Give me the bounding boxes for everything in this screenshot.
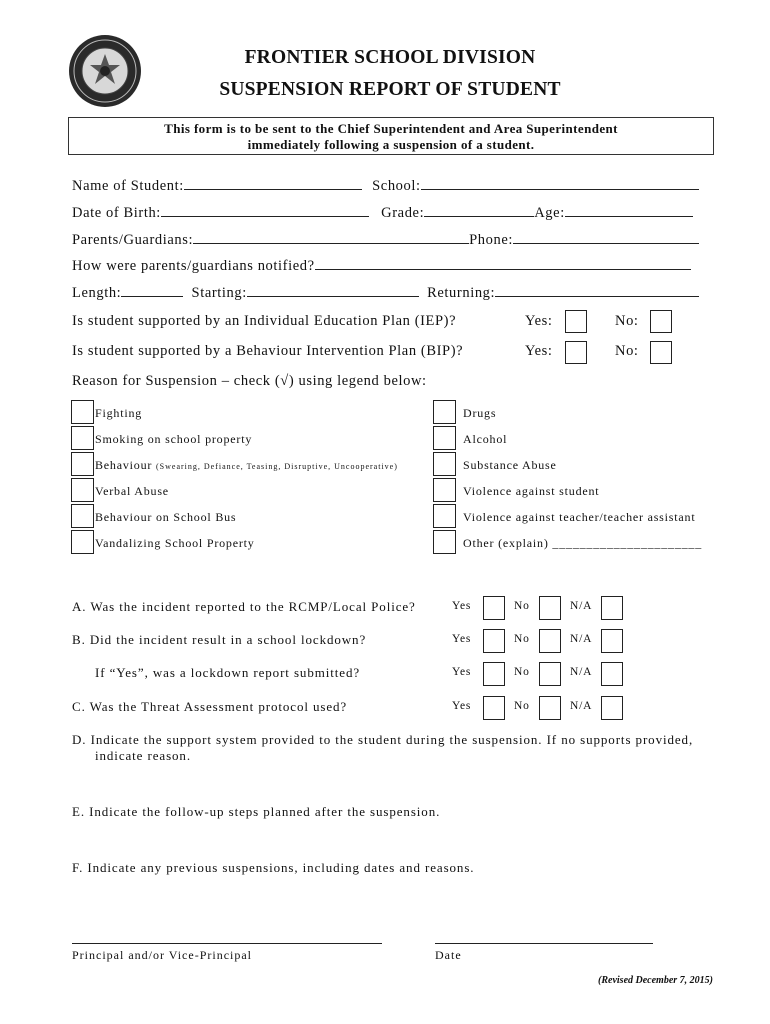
bip-question: Is student supported by a Behaviour Intervention Plan (BIP)? <box>72 343 464 359</box>
behaviour-checkbox[interactable] <box>71 452 94 476</box>
alcohol-checkbox[interactable] <box>433 426 456 450</box>
question-e: E. Indicate the follow-up steps planned after the suspension. <box>72 804 441 819</box>
student-name-row <box>72 176 699 195</box>
question-c-na-checkbox[interactable] <box>601 696 623 720</box>
reason-behaviour-detail: (Swearing, Defiance, Teasing, Disruptive, Uncooperative) <box>156 462 398 471</box>
age-label: Age: <box>534 205 565 221</box>
reason-verbal-abuse: Verbal Abuse <box>95 484 169 498</box>
question-b-yes-checkbox[interactable] <box>483 629 505 653</box>
bip-yes-checkbox[interactable] <box>565 341 587 364</box>
principal-signature-line[interactable] <box>72 943 382 944</box>
question-c: C. Was the Threat Assessment protocol used? <box>72 699 348 714</box>
bip-yes-label: Yes: <box>525 343 553 359</box>
question-b-sub-na-label: N/A <box>570 666 593 678</box>
verbal-abuse-checkbox[interactable] <box>71 478 94 502</box>
iep-question: Is student supported by an Individual Education Plan (IEP)? <box>72 313 457 329</box>
date-signature-line[interactable] <box>435 943 653 944</box>
starting-field[interactable] <box>247 283 419 297</box>
question-b-sub: If “Yes”, was a lockdown report submitted? <box>95 665 361 680</box>
name-label: Name of Student: <box>72 178 184 194</box>
question-d-line-1: D. Indicate the support system provided to the student during the suspension. If no supports provided, <box>72 732 694 747</box>
question-b-no-label: No <box>514 633 530 645</box>
length-label: Length: <box>72 285 122 301</box>
question-b-sub-na-checkbox[interactable] <box>601 662 623 686</box>
violence-student-checkbox[interactable] <box>433 478 456 502</box>
question-a: A. Was the incident reported to the RCMP/Local Police? <box>72 599 416 614</box>
school-division-seal-icon <box>68 34 142 108</box>
school-bus-checkbox[interactable] <box>71 504 94 528</box>
grade-field[interactable] <box>424 203 534 217</box>
reason-behaviour: Behaviour <box>95 458 153 472</box>
reason-other: Other (explain) ______________________ <box>463 536 703 550</box>
question-c-yes-label: Yes <box>452 700 472 712</box>
parents-field[interactable] <box>193 230 469 244</box>
question-c-yes-checkbox[interactable] <box>483 696 505 720</box>
parents-label: Parents/Guardians: <box>72 232 194 248</box>
question-a-na-checkbox[interactable] <box>601 596 623 620</box>
iep-no-label: No: <box>615 313 639 329</box>
question-b-sub-yes-label: Yes <box>452 666 472 678</box>
question-d-line-2: indicate reason. <box>95 748 191 763</box>
question-c-no-label: No <box>514 700 530 712</box>
question-b-sub-no-checkbox[interactable] <box>539 662 561 686</box>
age-field[interactable] <box>565 203 693 217</box>
notified-field[interactable] <box>315 256 691 270</box>
reason-school-bus: Behaviour on School Bus <box>95 510 237 524</box>
iep-yes-checkbox[interactable] <box>565 310 587 333</box>
question-b-sub-no-label: No <box>514 666 530 678</box>
other-checkbox[interactable] <box>433 530 456 554</box>
notice-box <box>68 117 714 155</box>
smoking-checkbox[interactable] <box>71 426 94 450</box>
length-row <box>72 283 699 302</box>
returning-field[interactable] <box>495 283 699 297</box>
dob-field[interactable] <box>161 203 369 217</box>
question-b-no-checkbox[interactable] <box>539 629 561 653</box>
length-field[interactable] <box>121 283 183 297</box>
notified-row <box>72 256 691 275</box>
reason-violence-teacher: Violence against teacher/teacher assistant <box>463 510 696 524</box>
dob-row <box>72 203 693 222</box>
reason-substance-abuse: Substance Abuse <box>463 458 557 472</box>
phone-field[interactable] <box>513 230 699 244</box>
form-title-line-1: FRONTIER SCHOOL DIVISION <box>244 47 536 68</box>
reason-vandalizing: Vandalizing School Property <box>95 536 255 550</box>
vandalizing-checkbox[interactable] <box>71 530 94 554</box>
question-c-no-checkbox[interactable] <box>539 696 561 720</box>
date-label: Date <box>435 948 462 962</box>
question-b-sub-yes-checkbox[interactable] <box>483 662 505 686</box>
school-label: School: <box>372 178 421 194</box>
violence-teacher-checkbox[interactable] <box>433 504 456 528</box>
question-a-no-checkbox[interactable] <box>539 596 561 620</box>
dob-label: Date of Birth: <box>72 205 161 221</box>
notified-label: How were parents/guardians notified? <box>72 258 315 274</box>
question-b-yes-label: Yes <box>452 633 472 645</box>
substance-abuse-checkbox[interactable] <box>433 452 456 476</box>
bip-no-checkbox[interactable] <box>650 341 672 364</box>
form-title-line-2: SUSPENSION REPORT OF STUDENT <box>219 79 561 100</box>
fighting-checkbox[interactable] <box>71 400 94 424</box>
question-a-yes-checkbox[interactable] <box>483 596 505 620</box>
question-c-na-label: N/A <box>570 700 593 712</box>
reason-smoking: Smoking on school property <box>95 432 253 446</box>
name-field[interactable] <box>184 176 362 190</box>
reason-fighting: Fighting <box>95 406 143 420</box>
reason-alcohol: Alcohol <box>463 432 508 446</box>
iep-yes-label: Yes: <box>525 313 553 329</box>
question-a-na-label: N/A <box>570 600 593 612</box>
principal-signature-label: Principal and/or Vice-Principal <box>72 948 253 962</box>
grade-label: Grade: <box>381 205 425 221</box>
reason-heading: Reason for Suspension – check (√) using legend below: <box>72 373 427 389</box>
question-b: B. Did the incident result in a school lockdown? <box>72 632 367 647</box>
question-a-yes-label: Yes <box>452 600 472 612</box>
phone-label: Phone: <box>469 232 514 248</box>
drugs-checkbox[interactable] <box>433 400 456 424</box>
starting-label: Starting: <box>191 285 247 301</box>
parents-row <box>72 230 699 249</box>
notice-line-2: immediately following a suspension of a student. <box>247 137 535 152</box>
returning-label: Returning: <box>427 285 496 301</box>
question-a-no-label: No <box>514 600 530 612</box>
reason-drugs: Drugs <box>463 406 497 420</box>
revised-date: (Revised December 7, 2015) <box>598 975 713 986</box>
notice-line-1: This form is to be sent to the Chief Superintendent and Area Superintendent <box>164 121 618 136</box>
question-b-na-checkbox[interactable] <box>601 629 623 653</box>
question-b-na-label: N/A <box>570 633 593 645</box>
question-f: F. Indicate any previous suspensions, including dates and reasons. <box>72 860 475 875</box>
reason-behaviour-row <box>95 458 398 473</box>
bip-no-label: No: <box>615 343 639 359</box>
iep-no-checkbox[interactable] <box>650 310 672 333</box>
school-field[interactable] <box>421 176 699 190</box>
reason-violence-student: Violence against student <box>463 484 600 498</box>
